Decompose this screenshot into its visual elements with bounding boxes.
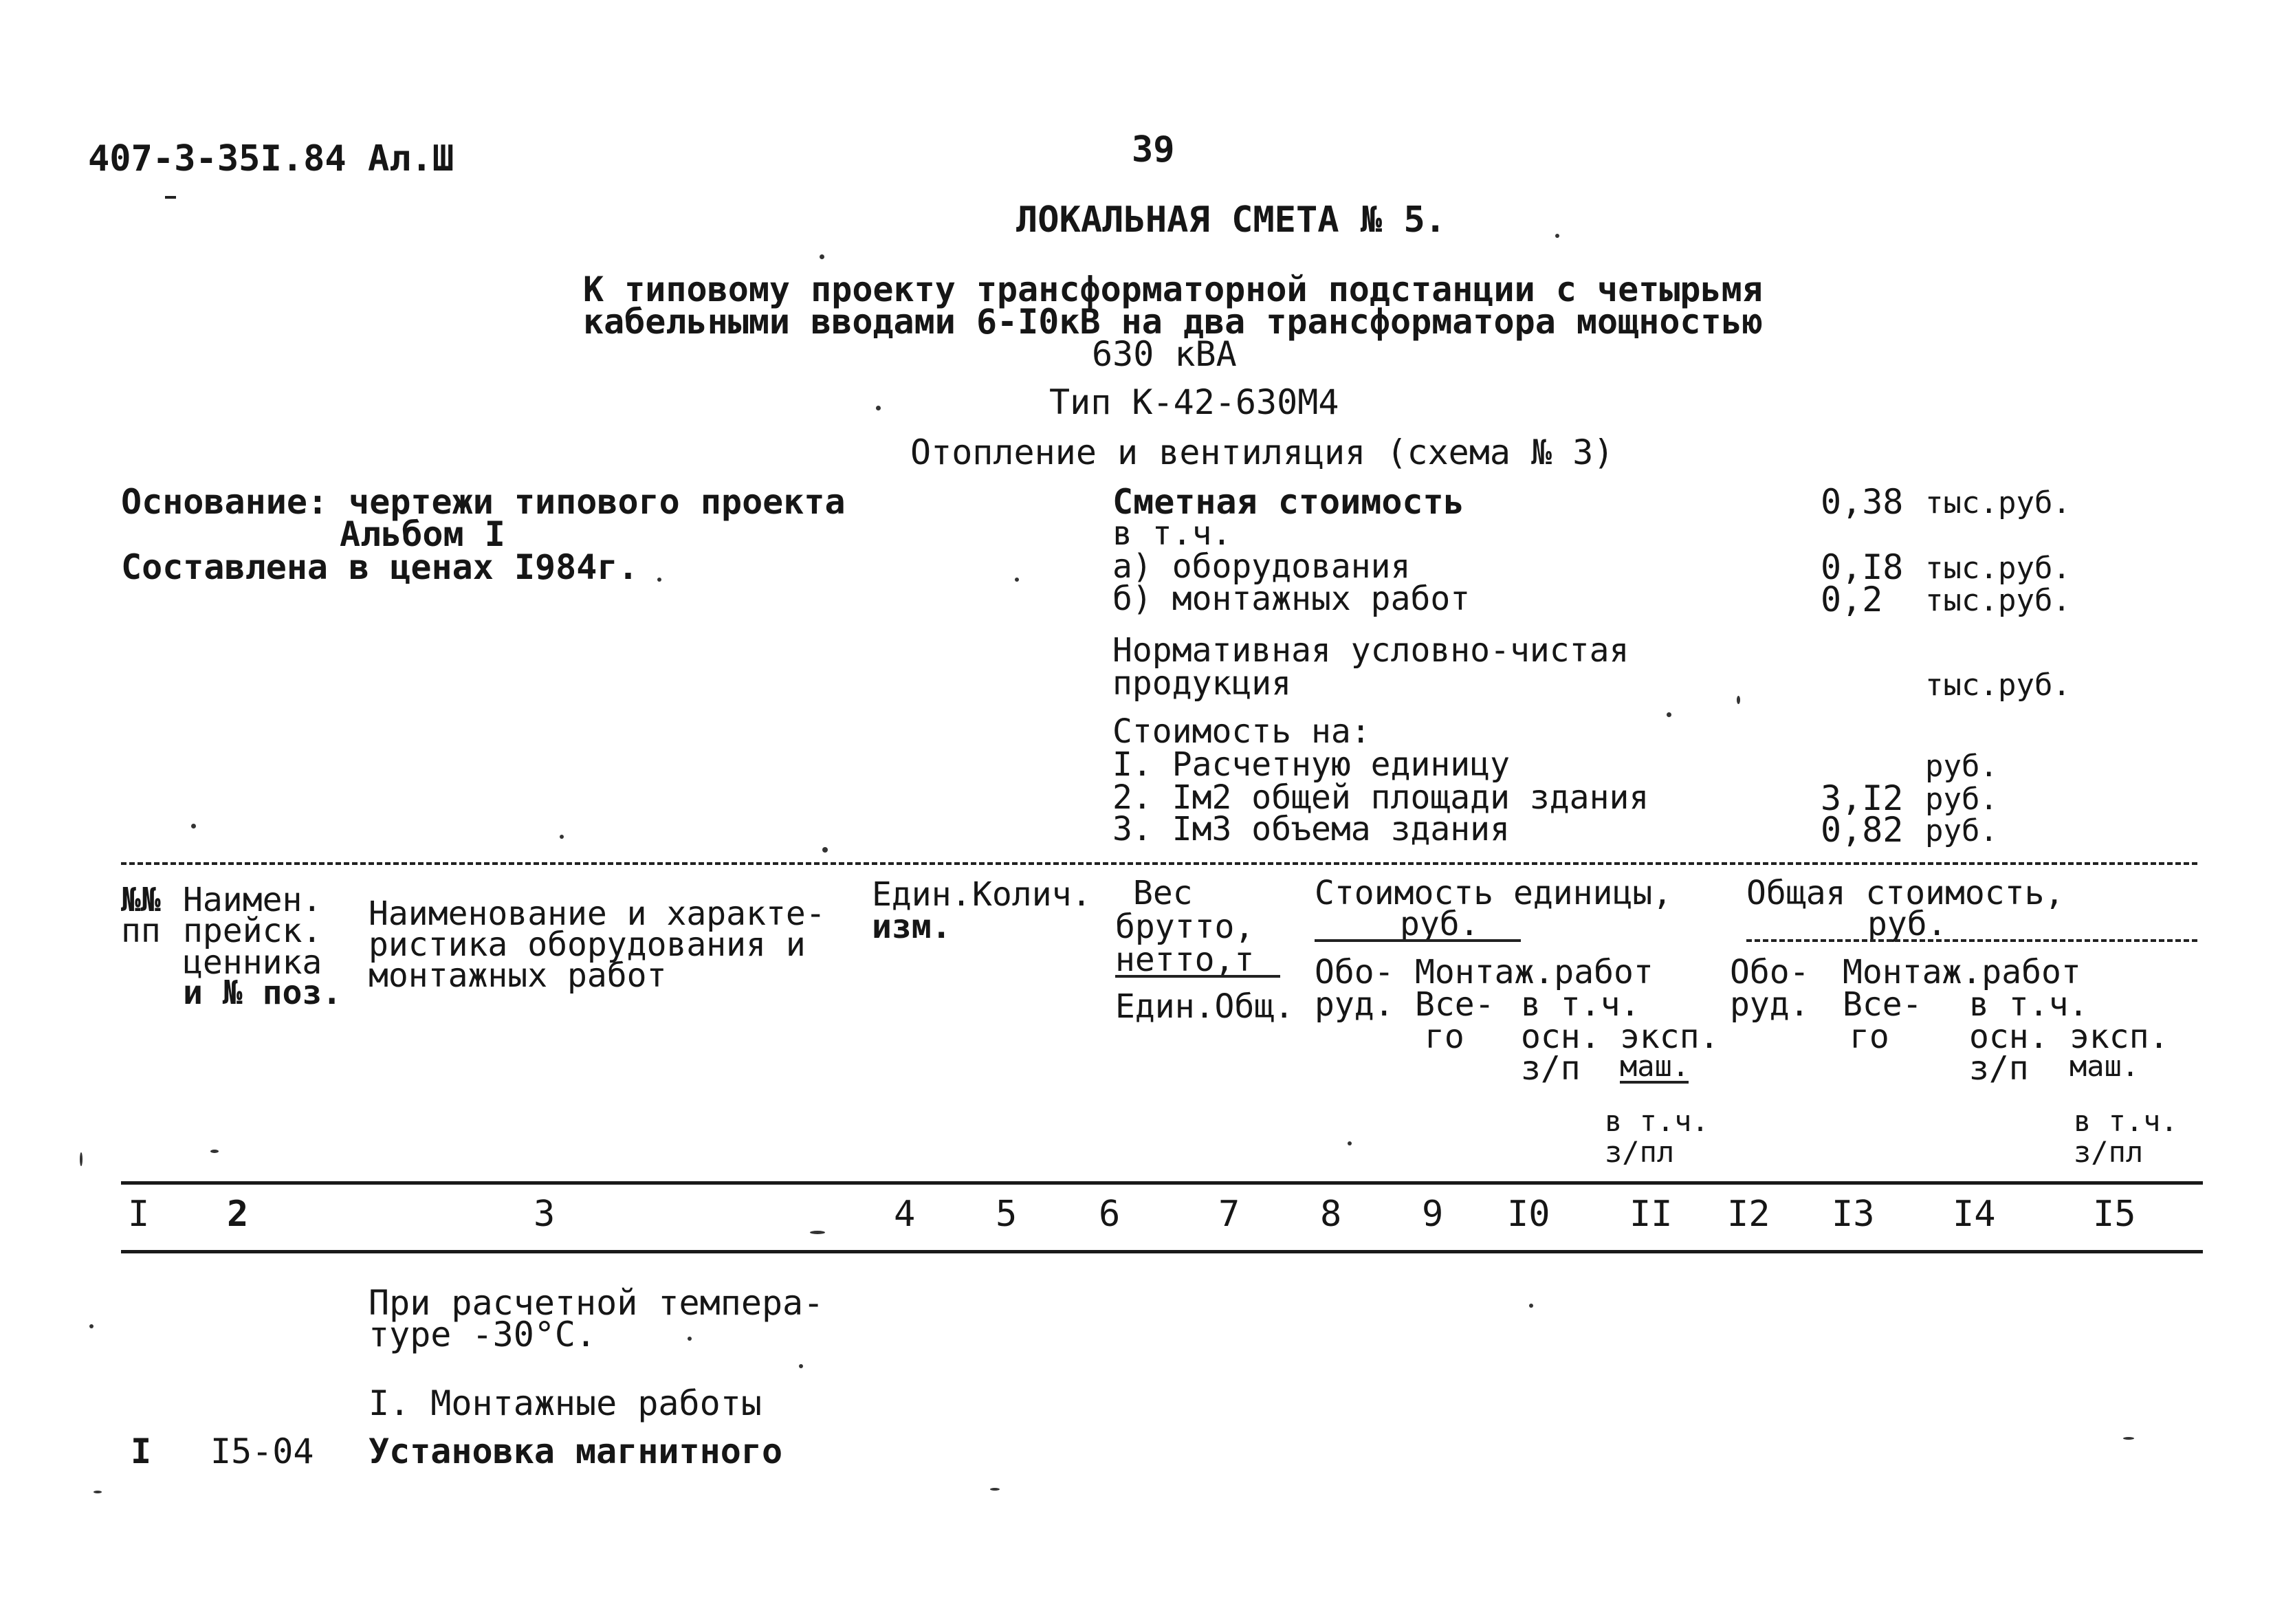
scan-speck (820, 254, 824, 259)
header-weight-line4: Един.Общ. (1115, 987, 1295, 1026)
header-unit-machines-incl-line1: в т.ч. (1605, 1104, 1709, 1138)
subtitle-line-2: кабельными вводами 6-I0кВ на два трансформатора мощностью (583, 302, 1763, 342)
column-number-1: I (128, 1194, 150, 1235)
unit-machines-underline (1620, 1081, 1689, 1084)
scan-speck (1555, 234, 1559, 238)
header-total-equipment-line2: руд. (1730, 985, 1810, 1024)
header-weight-line1: Вес (1133, 874, 1193, 912)
header-unit-total-line1: Все- (1415, 985, 1495, 1024)
header-unit-installation: Монтаж.работ (1415, 953, 1654, 991)
installation-value: 0,2 (1821, 580, 1883, 619)
header-total-total-line2: го (1849, 1018, 1889, 1056)
header-total-equipment-line1: Обо- (1730, 953, 1810, 991)
column-number-5: 5 (996, 1194, 1018, 1235)
column-number-15: I5 (2093, 1194, 2136, 1235)
header-unit-equipment-line1: Обо- (1315, 953, 1394, 991)
scan-speck (799, 1364, 803, 1368)
header-col2-line2: прейск. (183, 912, 322, 950)
page-number: 39 (1132, 129, 1175, 171)
scan-speck (80, 1152, 83, 1166)
scan-speck (657, 578, 661, 582)
header-unit-equipment-line2: руд. (1315, 985, 1394, 1024)
header-col3-line1: Наименование и характе- (369, 895, 826, 933)
header-unit-machines-line2: маш. (1620, 1049, 1690, 1083)
header-unit-basic-line2: з/п (1521, 1049, 1581, 1088)
header-total-machines-line1: эксп. (2069, 1018, 2169, 1056)
column-number-10: I0 (1507, 1194, 1550, 1235)
column-number-9: 9 (1422, 1194, 1444, 1235)
scan-speck (1529, 1304, 1533, 1308)
including-label: в т.ч. (1112, 514, 1232, 553)
per-volume-value: 0,82 (1821, 810, 1904, 850)
estimated-cost-unit: тыс.руб. (1925, 485, 2071, 520)
header-unit-machines-incl-line2: з/пл (1605, 1135, 1675, 1169)
header-total-machines-incl-line2: з/пл (2074, 1135, 2144, 1169)
type-line: Тип К-42-630М4 (1049, 382, 1339, 422)
row-1-number: I (131, 1431, 152, 1471)
header-total-including: в т.ч. (1969, 985, 2089, 1024)
header-bottom-rule (121, 1181, 2203, 1185)
section-title-installation: I. Монтажные работы (369, 1383, 762, 1423)
per-volume-label: 3. Iм3 объема здания (1112, 810, 1510, 848)
header-col1-line1: №№ (121, 881, 161, 919)
header-total-machines-line2: маш. (2069, 1049, 2140, 1083)
basis-line-1: Основание: чертежи типового проекта (121, 482, 846, 522)
unit-cost-underline (1315, 939, 1521, 942)
column-number-6: 6 (1099, 1194, 1121, 1235)
equipment-label: а) оборудования (1112, 547, 1411, 586)
title-dot: . (1425, 199, 1447, 241)
scan-speck (1015, 578, 1019, 582)
installation-unit: тыс.руб. (1925, 583, 2071, 618)
header-unit-basic-line1: осн. (1521, 1018, 1601, 1056)
header-weight-line3: нетто,т (1115, 941, 1255, 979)
per-area-unit: руб. (1925, 782, 1998, 817)
scan-speck (1737, 696, 1740, 704)
per-area-label: 2. Iм2 общей площади здания (1112, 778, 1649, 817)
column-number-14: I4 (1953, 1194, 1996, 1235)
scan-speck (822, 847, 828, 853)
column-number-13: I3 (1832, 1194, 1875, 1235)
scan-speck (810, 1231, 825, 1234)
equipment-unit: тыс.руб. (1925, 551, 2071, 586)
row-1-code: I5-04 (210, 1431, 314, 1471)
header-total-basic-line1: осн. (1969, 1018, 2049, 1056)
header-col1-line2: пп (121, 912, 161, 950)
header-weight-line2: брутто, (1115, 908, 1255, 946)
basis-line-3: Составлена в ценах I984г. (121, 547, 639, 587)
estimate-title: ЛОКАЛЬНАЯ СМЕТА № 5 (1016, 199, 1425, 241)
table-top-rule (121, 862, 2197, 865)
scan-speck (89, 1324, 94, 1328)
header-unit-including: в т.ч. (1521, 985, 1640, 1024)
header-total-total-line1: Все- (1843, 985, 1922, 1024)
cost-per-label: Стоимость на: (1112, 712, 1371, 751)
estimated-cost-value: 0,38 (1821, 482, 1904, 522)
weight-underline (1115, 975, 1280, 978)
per-volume-unit: руб. (1925, 813, 1998, 848)
column-number-3: 3 (534, 1194, 556, 1235)
header-total-basic-line2: з/п (1969, 1049, 2029, 1088)
header-unit-total-line2: го (1425, 1018, 1464, 1056)
header-col4-line1: Един. (872, 875, 971, 914)
installation-label: б) монтажных работ (1112, 580, 1471, 618)
header-total-installation: Монтаж.работ (1843, 953, 2081, 991)
section-heading: Отопление и вентиляция (схема № 3) (910, 432, 1614, 472)
header-col2-line4: и № поз. (183, 974, 342, 1012)
header-col2-line1: Наимен. (183, 881, 322, 919)
column-number-4: 4 (894, 1194, 916, 1235)
estimated-cost-label: Сметная стоимость (1112, 482, 1464, 522)
per-area-value: 3,I2 (1821, 778, 1904, 818)
scan-speck (210, 1150, 219, 1153)
header-col3-line2: ристика оборудования и (369, 925, 806, 964)
subtitle-line-3: 630 кВА (1092, 334, 1237, 374)
header-col5: Колич. (972, 875, 1092, 914)
scan-speck (191, 824, 196, 829)
header-col2-line3: ценника (183, 943, 322, 982)
total-cost-underline (1746, 939, 2197, 942)
header-total-cost-line1: Общая стоимость, (1746, 874, 2065, 912)
column-number-7: 7 (1218, 1194, 1240, 1235)
header-unit-cost-line2: руб. (1400, 905, 1480, 943)
equipment-value: 0,I8 (1821, 547, 1904, 587)
header-col4-line2: изм. (872, 908, 952, 946)
normative-line-1: Нормативная условно-чистая (1112, 631, 1629, 670)
scan-speck (560, 835, 564, 839)
header-col3-line3: монтажных работ (369, 956, 667, 995)
row-1-description: Установка магнитного (369, 1431, 783, 1471)
per-unit-unit: руб. (1925, 749, 1998, 784)
scan-speck (688, 1337, 692, 1341)
subtitle-line-1: К типовому проекту трансформаторной подстанции с четырьмя (583, 270, 1763, 309)
scan-speck (94, 1491, 102, 1493)
column-number-8: 8 (1320, 1194, 1342, 1235)
per-unit-label: I. Расчетную единицу (1112, 745, 1510, 784)
normative-line-2: продукция (1112, 664, 1292, 703)
scan-speck (876, 406, 881, 410)
normative-unit: тыс.руб. (1925, 668, 2071, 703)
header-total-machines-incl-line1: в т.ч. (2074, 1104, 2178, 1138)
column-number-12: I2 (1727, 1194, 1770, 1235)
header-total-cost-line2: руб. (1867, 905, 1947, 943)
scan-speck (2123, 1437, 2134, 1440)
document-code: 407-3-35I.84 Ал.Ш (88, 138, 454, 179)
scan-speck (1667, 712, 1671, 717)
header-unit-machines-line1: эксп. (1620, 1018, 1720, 1056)
speck-line (165, 196, 176, 199)
column-numbers-bottom-rule (121, 1250, 2203, 1253)
header-unit-cost-line1: Стоимость единицы, (1315, 874, 1673, 912)
basis-line-2: Альбом I (340, 514, 505, 554)
column-number-2: 2 (227, 1194, 249, 1235)
column-number-11: II (1629, 1194, 1673, 1235)
note-line-1: При расчетной темпера- (369, 1283, 824, 1323)
note-line-2: туре -30°С. (369, 1315, 597, 1354)
scan-speck (990, 1488, 1000, 1491)
scan-speck (1348, 1141, 1352, 1145)
